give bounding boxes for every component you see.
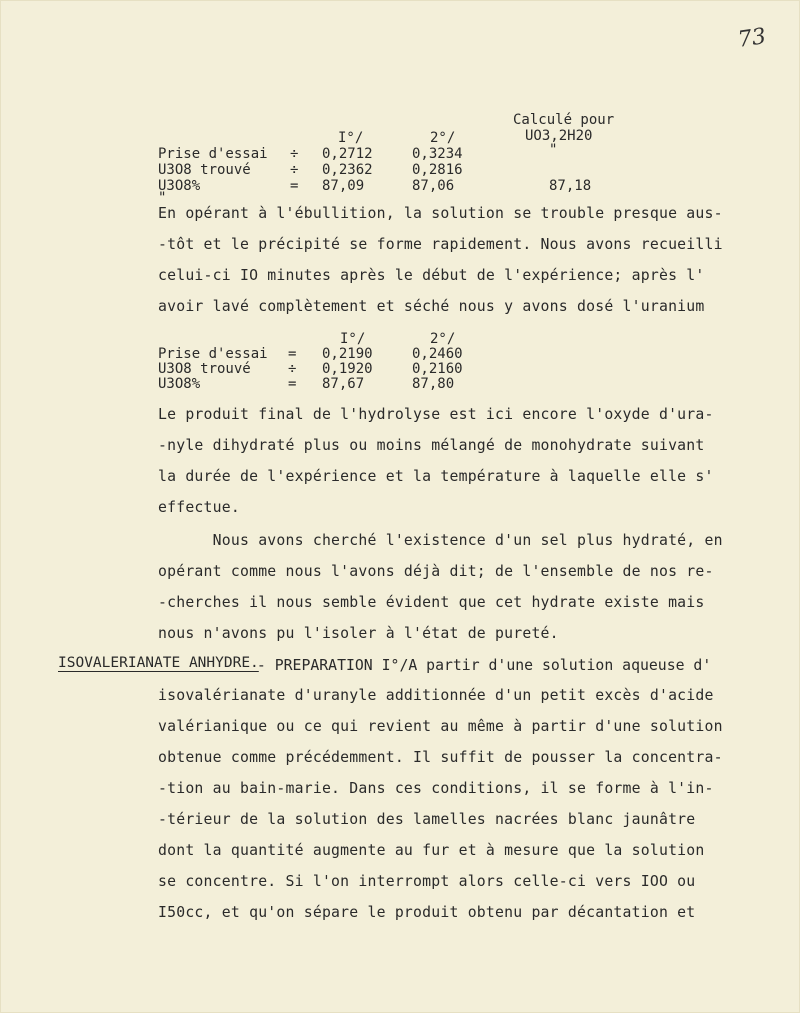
text-line: avoir lavé complètement et séché nous y avons dosé l'uranium bbox=[158, 298, 705, 315]
table1-row-op: ÷ bbox=[290, 162, 299, 178]
ditto-mark: " bbox=[158, 190, 167, 206]
table1-row-label: U3O8% bbox=[158, 178, 201, 194]
table1-row-label: Prise d'essai bbox=[158, 146, 268, 162]
table2-row-v2: 0,2160 bbox=[412, 361, 463, 377]
table2-row-v1: 0,2190 bbox=[322, 346, 373, 362]
text-line: Nous avons cherché l'existence d'un sel plus hydraté, en bbox=[158, 532, 723, 549]
text-line: -tion au bain-marie. Dans ces conditions, il se forme à l'in- bbox=[158, 780, 714, 797]
table1-row-label: U3O8 trouvé bbox=[158, 162, 251, 178]
table2-row-v1: 0,1920 bbox=[322, 361, 373, 377]
text-line: valérianique ou ce qui revient au même à partir d'une solution bbox=[158, 718, 723, 735]
text-line: la durée de l'expérience et la température à laquelle elle s' bbox=[158, 468, 714, 485]
table1-row-v3: " bbox=[549, 142, 558, 158]
table1-row-v2: 87,06 bbox=[412, 178, 455, 194]
table2-row-op: = bbox=[288, 346, 297, 362]
text-line: obtenue comme précédemment. Il suffit de pousser la concentra- bbox=[158, 749, 723, 766]
text-line: -térieur de la solution des lamelles nacrées blanc jaunâtre bbox=[158, 811, 696, 828]
table2-row-label: U3O8% bbox=[158, 376, 201, 392]
table1-row-v1: 0,2712 bbox=[322, 146, 373, 162]
table2-row-v1: 87,67 bbox=[322, 376, 365, 392]
table1-row-op: = bbox=[290, 178, 299, 194]
table1-row-v1: 87,09 bbox=[322, 178, 365, 194]
text-line: effectue. bbox=[158, 499, 240, 516]
table2-row-op: ÷ bbox=[288, 361, 297, 377]
text-line: se concentre. Si l'on interrompt alors celle-ci vers IOO ou bbox=[158, 873, 696, 890]
table1-row-v1: 0,2362 bbox=[322, 162, 373, 178]
table2-row-op: = bbox=[288, 376, 297, 392]
table1-row-v2: 0,3234 bbox=[412, 146, 463, 162]
table1-col1-header: I°/ bbox=[338, 130, 364, 146]
text-line: opérant comme nous l'avons déjà dit; de l'ensemble de nos re- bbox=[158, 563, 714, 580]
text-line: -cherches il nous semble évident que cet hydrate existe mais bbox=[158, 594, 705, 611]
section-first-line: - PREPARATION I°/A partir d'une solution aqueuse d' bbox=[248, 657, 712, 674]
calc-formula: UO3,2H20 bbox=[525, 128, 593, 144]
table2-row-v2: 0,2460 bbox=[412, 346, 463, 362]
table1-row-v3: 87,18 bbox=[549, 178, 592, 194]
table1-row-v2: 0,2816 bbox=[412, 162, 463, 178]
table2-row-label: U3O8 trouvé bbox=[158, 361, 251, 377]
table2-row-label: Prise d'essai bbox=[158, 346, 268, 362]
table2-col2-header: 2°/ bbox=[430, 331, 456, 347]
section-heading: ISOVALERIANATE ANHYDRE. bbox=[58, 655, 259, 671]
table1-col2-header: 2°/ bbox=[430, 130, 456, 146]
calc-header: Calculé pour bbox=[513, 112, 615, 128]
text-line: nous n'avons pu l'isoler à l'état de pureté. bbox=[158, 625, 559, 642]
text-line: isovalérianate d'uranyle additionnée d'un petit excès d'acide bbox=[158, 687, 714, 704]
table1-row-op: ÷ bbox=[290, 146, 299, 162]
text-line: -nyle dihydraté plus ou moins mélangé de monohydrate suivant bbox=[158, 437, 705, 454]
text-line: celui-ci IO minutes après le début de l'expérience; après l' bbox=[158, 267, 705, 284]
table2-row-v2: 87,80 bbox=[412, 376, 455, 392]
text-line: -tôt et le précipité se forme rapidement. Nous avons recueilli bbox=[158, 236, 723, 253]
text-line: Le produit final de l'hydrolyse est ici encore l'oxyde d'ura- bbox=[158, 406, 714, 423]
text-line: I50cc, et qu'on sépare le produit obtenu par décantation et bbox=[158, 904, 696, 921]
table2-col1-header: I°/ bbox=[340, 331, 366, 347]
page-number: 73 bbox=[736, 24, 768, 53]
text-line: dont la quantité augmente au fur et à mesure que la solution bbox=[158, 842, 705, 859]
text-line: En opérant à l'ébullition, la solution se trouble presque aus- bbox=[158, 205, 723, 222]
